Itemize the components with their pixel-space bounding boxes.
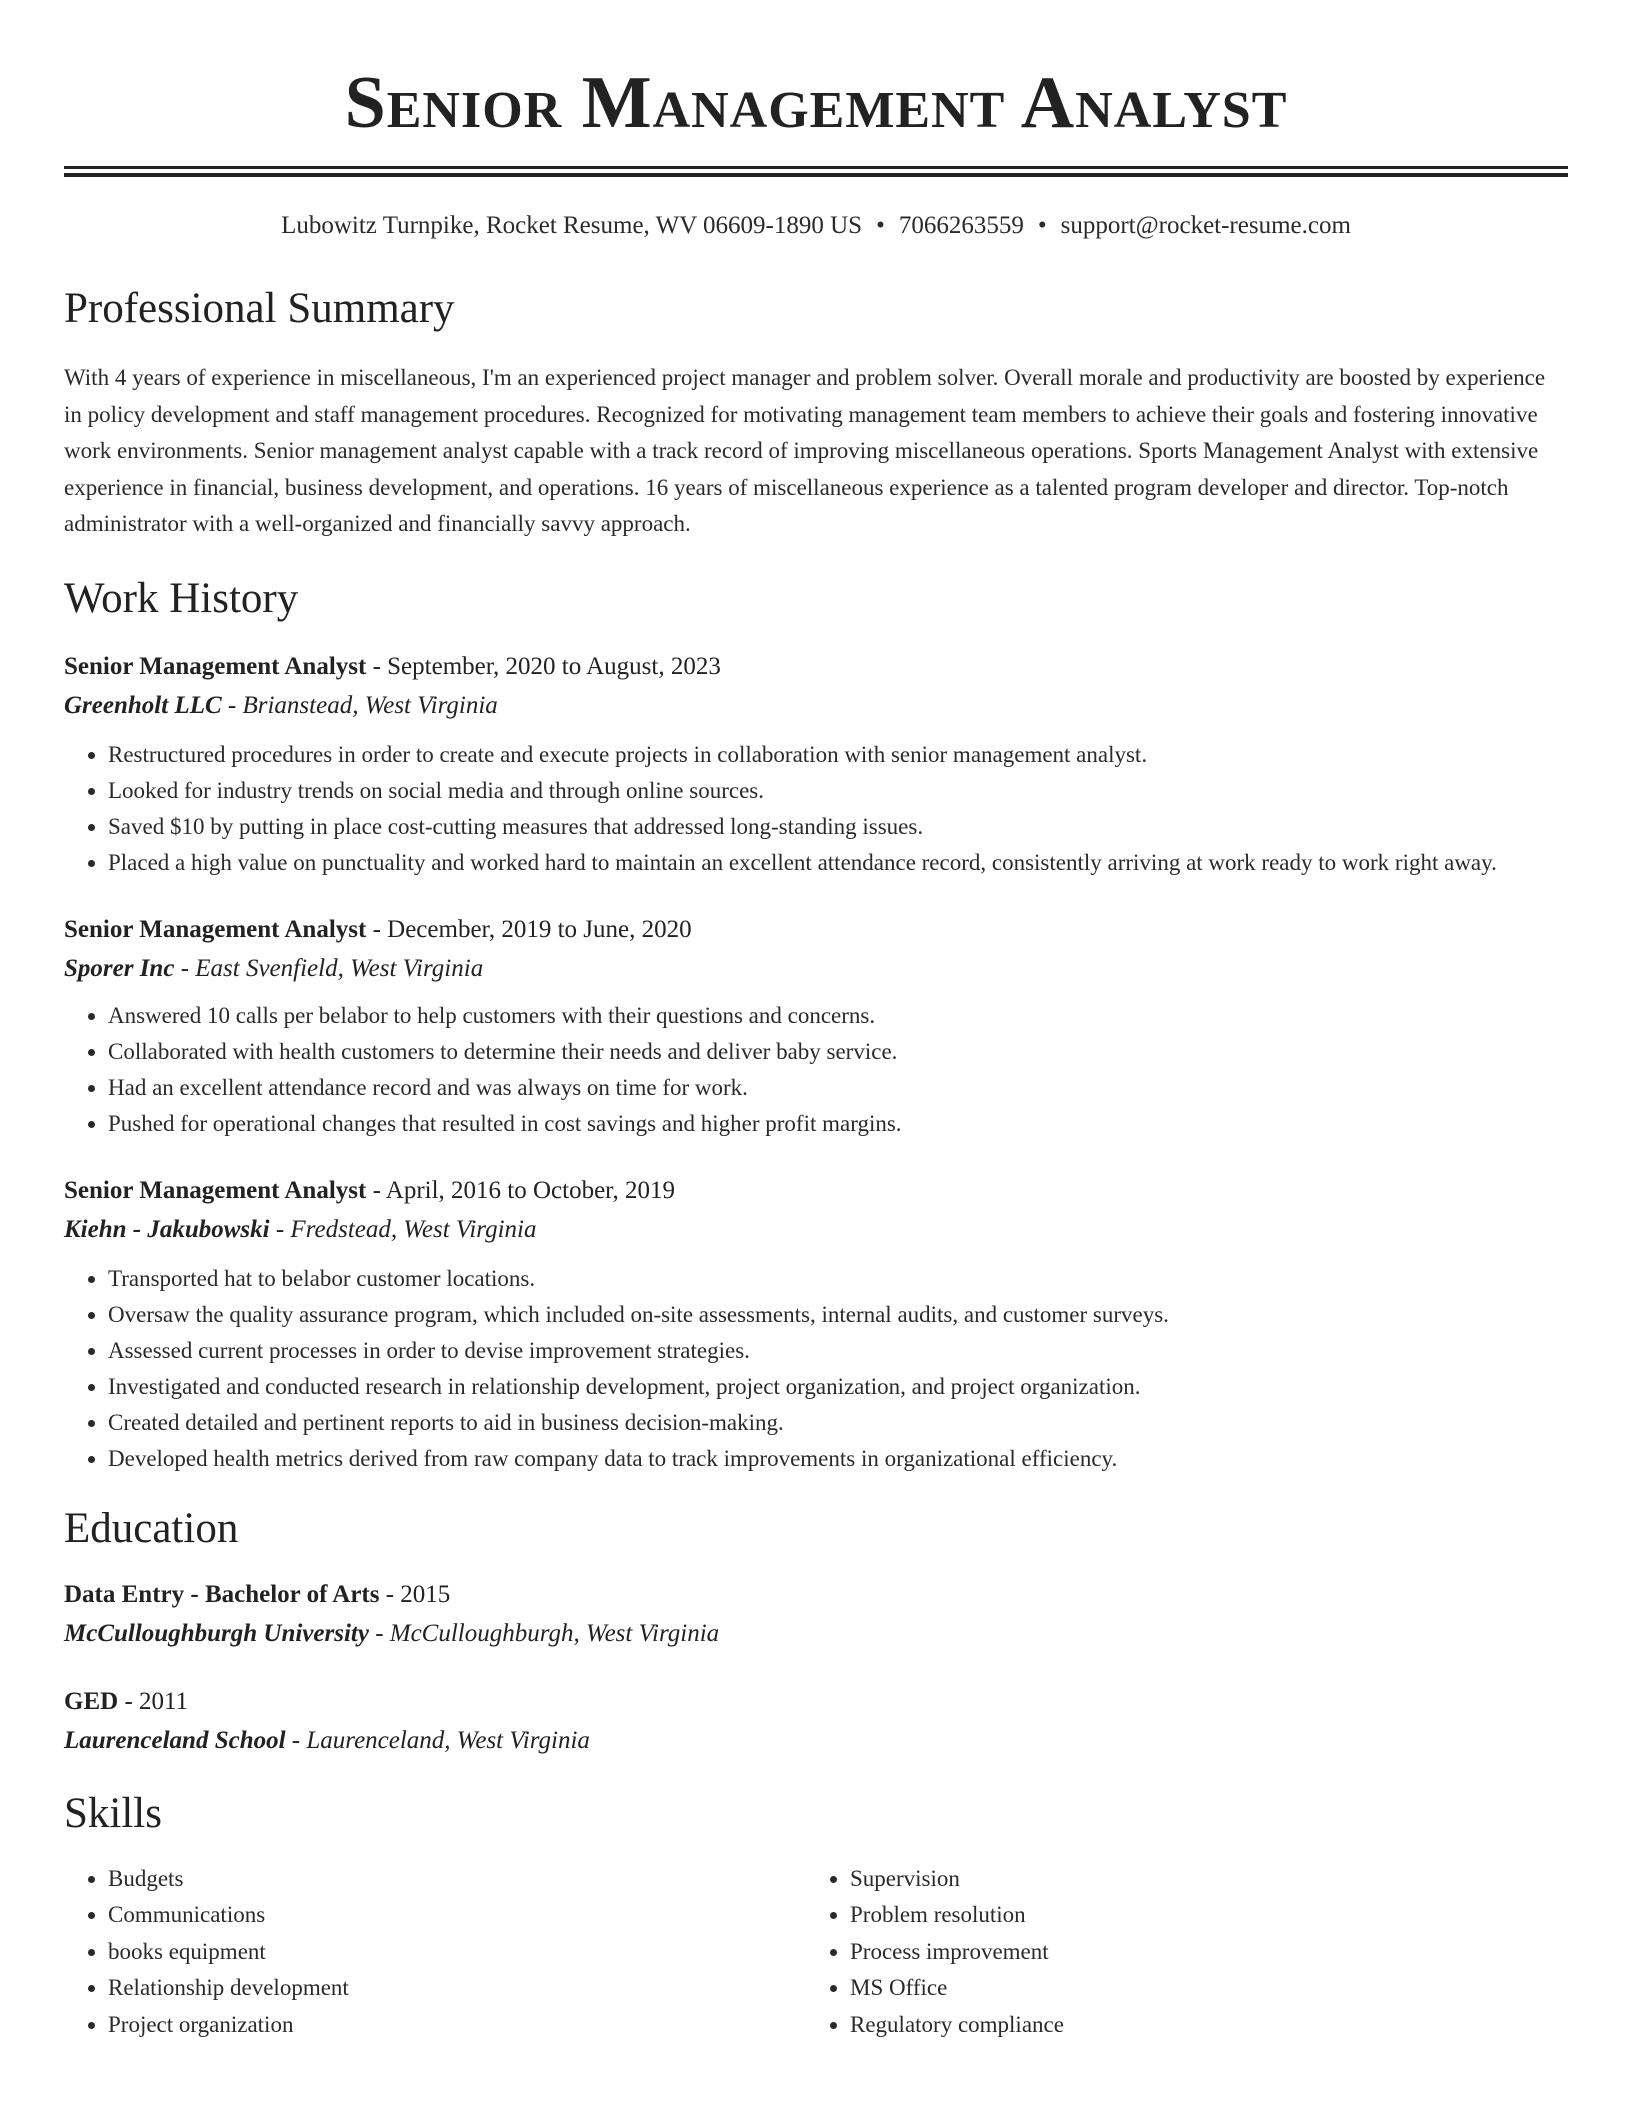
list-item: • Investigated and conducted research in relationship development, project organization, and project organization. <box>108 1369 1568 1405</box>
company-line <box>64 954 1568 984</box>
skill-item: • Relationship development <box>108 1970 806 2007</box>
job-entry <box>64 915 1568 1142</box>
contact-address: Lubowitz Turnpike, Rocket Resume, WV 06609-1890 US <box>281 212 863 239</box>
company-name: Sporer Inc <box>64 954 175 982</box>
list-item: • Transported hat to belabor customer locations. <box>108 1261 1568 1297</box>
list-item: • Looked for industry trends on social media and through online sources. <box>108 773 1568 809</box>
job-title-line <box>64 1176 1568 1206</box>
company-location: - Brianstead, West Virginia <box>221 691 498 719</box>
contact-separator: • <box>876 212 885 239</box>
job-title: Senior Management Analyst <box>64 915 367 943</box>
skill-item: • Process improvement <box>850 1934 1548 1971</box>
job-duties-list <box>64 737 1568 881</box>
skill-item: • books equipment <box>108 1934 806 1971</box>
degree-year: - 2011 <box>118 1687 189 1715</box>
company-name: Kiehn - Jakubowski <box>64 1215 270 1243</box>
job-entry <box>64 652 1568 881</box>
company-name: Greenholt LLC <box>64 691 222 719</box>
list-item: • Created detailed and pertinent reports to aid in business decision-making. <box>108 1405 1568 1441</box>
summary-heading: Professional Summary <box>64 285 455 332</box>
company-line <box>64 691 1568 721</box>
job-title-line <box>64 652 1568 682</box>
job-dates: - September, 2020 to August, 2023 <box>366 652 721 680</box>
school-line <box>64 1619 1568 1649</box>
list-item: • Assessed current processes in order to devise improvement strategies. <box>108 1333 1568 1369</box>
contact-email: support@rocket-resume.com <box>1060 212 1351 239</box>
job-dates: - December, 2019 to June, 2020 <box>366 915 692 943</box>
list-item: • Answered 10 calls per belabor to help customers with their questions and concerns. <box>108 998 1568 1034</box>
company-location: - East Svenfield, West Virginia <box>174 954 484 982</box>
list-item: • Pushed for operational changes that resulted in cost savings and higher profit margins. <box>108 1106 1568 1142</box>
education-entry <box>64 1580 1568 1649</box>
company-location: - Fredstead, West Virginia <box>269 1215 537 1243</box>
skill-item: • Supervision <box>850 1861 1548 1898</box>
skills-grid <box>64 1861 1568 2044</box>
work-history-heading: Work History <box>64 574 299 622</box>
degree-name: Data Entry - Bachelor of Arts <box>64 1580 380 1608</box>
list-item: • Oversaw the quality assurance program, which included on-site assessments, internal audits, and customer surveys. <box>108 1297 1568 1333</box>
education-entry <box>64 1687 1568 1756</box>
list-item: • Saved $10 by putting in place cost-cutting measures that addressed long-standing issues. <box>108 809 1568 845</box>
list-item: • Had an excellent attendance record and was always on time for work. <box>108 1070 1568 1106</box>
skill-item: • Communications <box>108 1897 806 1934</box>
contact-separator: • <box>1037 212 1047 239</box>
job-entry <box>64 1176 1568 1477</box>
job-title-line <box>64 915 1568 945</box>
job-duties-list <box>64 1261 1568 1477</box>
job-duties-list <box>64 998 1568 1142</box>
list-item: • Restructured procedures in order to create and execute projects in collaboration with senior management analyst. <box>108 737 1568 773</box>
skills-heading: Skills <box>64 1789 162 1837</box>
degree-line <box>64 1687 1568 1717</box>
contact-phone: 7066263559 <box>898 212 1024 239</box>
job-title: Senior Management Analyst <box>64 652 367 680</box>
skills-column-left <box>64 1861 806 2044</box>
skill-item: • Project organization <box>108 2007 806 2044</box>
skills-list <box>806 1861 1548 2044</box>
school-location: - Laurenceland, West Virginia <box>285 1726 590 1754</box>
page-title: Senior Management Analyst <box>344 62 1288 144</box>
contact-line <box>64 211 1568 241</box>
skill-item: • Problem resolution <box>850 1897 1548 1934</box>
degree-name: GED <box>64 1687 119 1715</box>
title-divider <box>64 166 1568 177</box>
school-location: - McCulloughburgh, West Virginia <box>368 1619 720 1647</box>
skills-list <box>64 1861 806 2044</box>
school-name: McCulloughburgh University <box>64 1619 369 1647</box>
skill-item: • MS Office <box>850 1970 1548 2007</box>
school-name: Laurenceland School <box>64 1726 286 1754</box>
skill-item: • Budgets <box>108 1861 806 1898</box>
summary-text: With 4 years of experience in miscellaneous, I'm an experienced project manager and problem solver. Overall morale and productivity are boosted by experience in policy development and staff management procedures. Recognized for motivating management team members to achieve their goals and fostering innovative work environments. Senior management analyst capable with a track record of improving miscellaneous operations. Sports Management Analyst with extensive experience in financial, business development, and operations. 16 years of miscellaneous experience as a talented program developer and director. Top-notch administrator with a well-organized and financially savvy approach. <box>64 365 1546 536</box>
degree-year: - 2015 <box>379 1580 451 1608</box>
skill-item: • Regulatory compliance <box>850 2007 1548 2044</box>
degree-line <box>64 1580 1568 1610</box>
list-item: • Developed health metrics derived from raw company data to track improvements in organizational efficiency. <box>108 1441 1568 1477</box>
list-item: • Collaborated with health customers to determine their needs and deliver baby service. <box>108 1034 1568 1070</box>
school-line <box>64 1726 1568 1756</box>
job-dates: - April, 2016 to October, 2019 <box>366 1176 676 1204</box>
education-heading: Education <box>64 1504 239 1552</box>
list-item: • Placed a high value on punctuality and worked hard to maintain an excellent attendance record, consistently arriving at work ready to work right away. <box>108 845 1568 881</box>
company-line <box>64 1215 1568 1245</box>
job-title: Senior Management Analyst <box>64 1176 367 1204</box>
skills-column-right <box>806 1861 1548 2044</box>
